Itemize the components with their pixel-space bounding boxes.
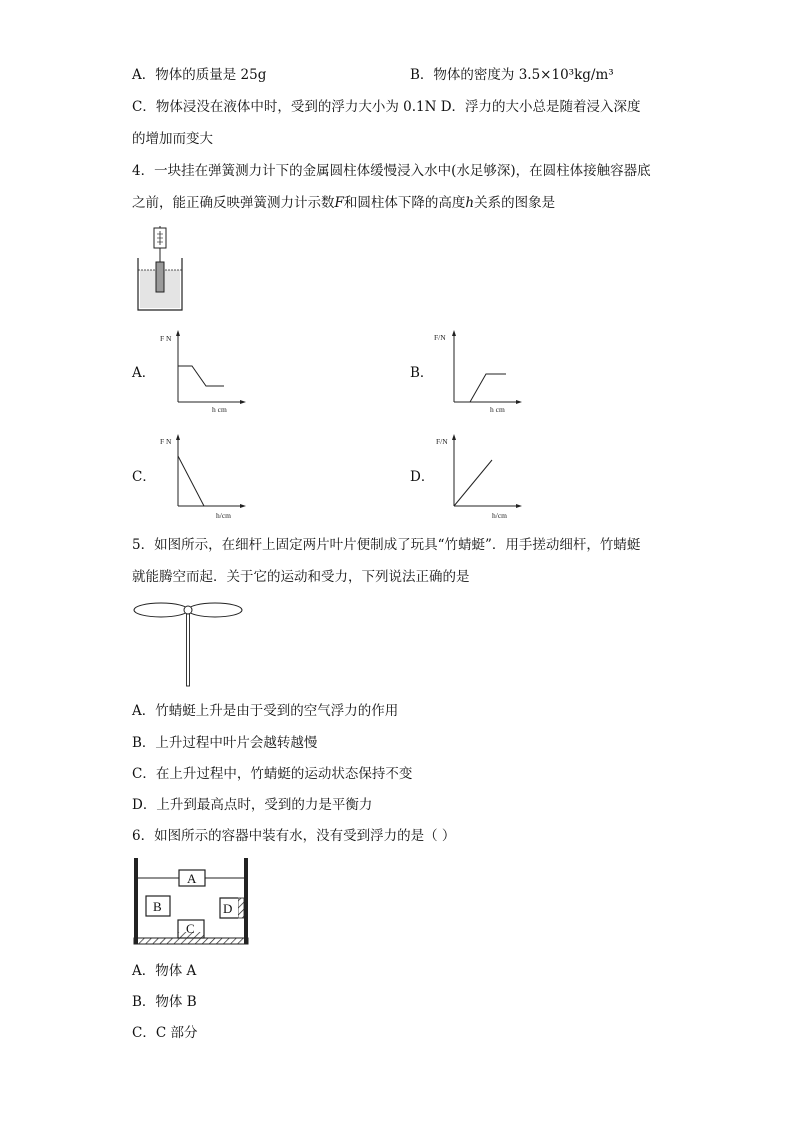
graph-b-curve	[454, 374, 506, 402]
graph-b	[434, 330, 534, 414]
graph-b-xlabel: h cm	[490, 405, 505, 414]
q5-stem-line1: 5．如图所示，在细杆上固定两片叶片便制成了玩具“竹蜻蜓”．用手搓动细杆，竹蜻蜓	[132, 537, 641, 553]
q5-option-b: B．上升过程中叶片会越转越慢	[132, 735, 318, 751]
block-a-label: A	[187, 871, 197, 886]
q5-option-c: C．在上升过程中，竹蜻蜓的运动状态保持不变	[132, 766, 413, 782]
q4-option-c-label: C．	[132, 469, 156, 485]
q5-option-d: D．上升到最高点时，受到的力是平衡力	[132, 797, 373, 813]
graph-d-curve	[454, 460, 492, 506]
graph-d-ylabel: F/N	[436, 437, 448, 446]
q5-stem-line2: 就能腾空而起．关于它的运动和受力，下列说法正确的是	[132, 569, 470, 585]
dragonfly-left-blade	[134, 603, 188, 617]
graph-d	[434, 434, 534, 524]
q4-stem-line1: 4．一块挂在弹簧测力计下的金属圆柱体缓慢浸入水中(水足够深)，在圆柱体接触容器底	[132, 163, 651, 179]
q5-option-a: A．竹蜻蜓上升是由于受到的空气浮力的作用	[132, 703, 399, 719]
dragonfly-hub	[184, 606, 192, 614]
dragonfly-right-blade	[188, 603, 242, 617]
bamboo-dragonfly-figure	[132, 598, 246, 690]
spring-scale-beaker-figure	[134, 226, 194, 314]
q4-option-b-label: B．	[410, 365, 434, 381]
graph-a-curve	[178, 366, 224, 386]
block-b-label: B	[153, 899, 162, 914]
q6-option-a: A．物体 A	[132, 963, 197, 979]
water-container-figure	[132, 858, 250, 948]
graph-a-xlabel: h cm	[212, 405, 227, 414]
graph-d-xlabel: h/cm	[492, 511, 507, 520]
dragonfly-stick	[187, 614, 190, 686]
q3-option-a: A．物体的质量是 25g	[132, 67, 267, 83]
q6-option-c: C．C 部分	[132, 1025, 198, 1041]
q3-option-c-line1: C．物体浸没在液体中时，受到的浮力大小为 0.1N D．浮力的大小总是随着浸入深度	[132, 99, 641, 115]
q6-stem: 6．如图所示的容器中装有水，没有受到浮力的是（ ）	[132, 828, 456, 844]
graph-c-xlabel: h/cm	[216, 511, 231, 520]
graph-a-ylabel: F N	[160, 334, 172, 343]
container-left-wall	[134, 858, 138, 944]
q4-option-d-label: D．	[410, 469, 435, 485]
graph-a	[158, 330, 258, 414]
block-c-label: C	[186, 921, 195, 936]
q3-option-c-line2: 的增加而变大	[132, 131, 213, 147]
graph-c-curve	[178, 456, 204, 506]
q4-stem-line2: 之前，能正确反映弹簧测力计示数F和圆柱体下降的高度h关系的图象是	[132, 195, 556, 211]
q3-option-b: B．物体的密度为 3.5×10³kg/m³	[410, 67, 614, 83]
q6-option-b: B．物体 B	[132, 994, 197, 1010]
container-right-wall	[244, 858, 248, 944]
graph-c	[158, 434, 258, 524]
q4-option-a-label: A．	[132, 365, 156, 381]
block-d-label: D	[223, 901, 233, 916]
graph-b-ylabel: F/N	[434, 333, 446, 342]
container-bottom	[134, 938, 248, 944]
graph-c-ylabel: F N	[160, 437, 172, 446]
